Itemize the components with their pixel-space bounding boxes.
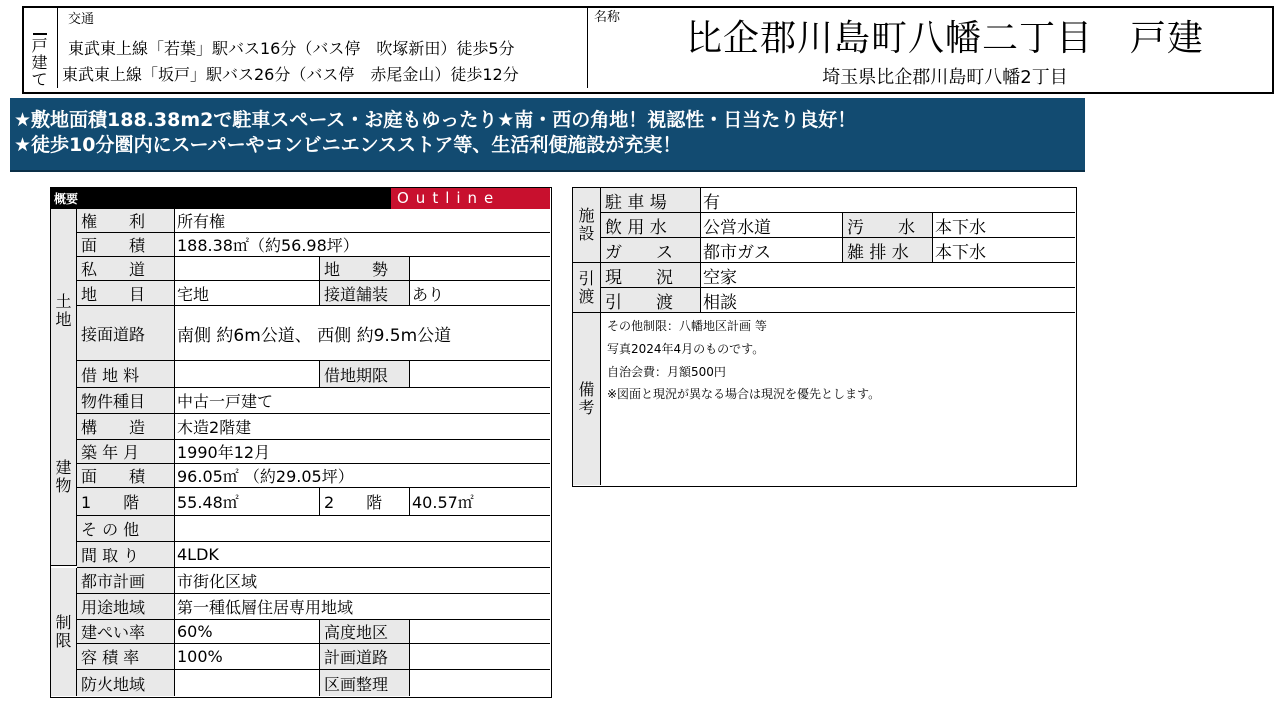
label-layout: 間 取 り [77, 542, 175, 568]
type-char: 建 [31, 53, 48, 72]
group-facility: 施 設 [573, 188, 601, 263]
value-drain: 本下水 [933, 238, 1075, 263]
value-water: 公営水道 [701, 213, 843, 238]
value-readjustment [410, 670, 550, 696]
label-handover: 引 渡 [601, 288, 701, 313]
access-line: 東武東上線「若葉」駅バス16分（バス停 吹塚新田）徒歩5分 [68, 39, 515, 58]
group-building: 建 物 [51, 388, 77, 566]
value-lease-fee [175, 361, 320, 388]
name-label: 名称 [594, 10, 621, 25]
group-transfer: 引 渡 [573, 263, 601, 313]
value-coverage: 60% [175, 620, 320, 644]
label-floor-area: 面 積 [77, 464, 175, 488]
label-water: 飲 用 水 [601, 213, 701, 238]
label-area: 面 積 [77, 233, 175, 257]
label-lease-fee: 借 地 料 [77, 361, 175, 388]
label-right: 権 利 [77, 209, 175, 233]
value-parking: 有 [701, 188, 1075, 213]
value-fire-zone [175, 670, 320, 696]
banner-line: ★敷地面積188.38m2で駐車スペース・お庭もゆったり★南・西の角地！視認性・日当たり良好！ [14, 109, 857, 131]
value-structure: 木造2階建 [175, 414, 550, 440]
label-private-road: 私 道 [77, 257, 175, 281]
label-floor2: 2 階 [320, 488, 410, 516]
label-city-plan: 都市計画 [77, 568, 175, 594]
value-height-district [410, 620, 550, 644]
label-drain: 雑 排 水 [843, 238, 933, 263]
highlight-banner [10, 98, 1085, 172]
value-paving: あり [410, 281, 550, 306]
remark-line: ※図面と現況が異なる場合は現況を優先とします。 [607, 387, 881, 401]
label-built: 築 年 月 [77, 440, 175, 464]
banner-line: ★徒歩10分圏内にスーパーやコンビニエンスストア等、生活利便施設が充実！ [14, 134, 682, 156]
value-right: 所有権 [175, 209, 550, 233]
label-height-district: 高度地区 [320, 620, 410, 644]
label-land-category: 地 目 [77, 281, 175, 306]
group-land: 土 地 [51, 209, 77, 413]
label-terrain: 地 勢 [320, 257, 410, 281]
type-char: 戸 [31, 36, 48, 55]
value-terrain [410, 257, 550, 281]
label-readjustment: 区画整理 [320, 670, 410, 696]
label-coverage: 建ぺい率 [77, 620, 175, 644]
value-private-road [175, 257, 320, 281]
outline-title-en: Outline [391, 188, 550, 209]
outline-header [51, 188, 550, 209]
label-other: そ の 他 [77, 516, 175, 542]
remark-line: 写真2024年4月のものです。 [607, 342, 765, 356]
label-paving: 接道舗装 [320, 281, 410, 306]
value-road: 南側 約6m公道、 西側 約9.5m公道 [175, 306, 550, 361]
label-floor1: 1 階 [77, 488, 175, 516]
label-parking: 駐 車 場 [601, 188, 701, 213]
access-box [58, 6, 588, 88]
access-line: 東武東上線「坂戸」駅バス26分（バス停 赤尾金山）徒歩12分 [62, 65, 519, 84]
value-status: 空家 [701, 263, 1075, 288]
type-char [33, 33, 47, 35]
label-sewage: 汚 水 [843, 213, 933, 238]
value-city-plan: 市街化区域 [175, 568, 550, 594]
outline-table [50, 187, 552, 698]
access-label: 交通 [68, 12, 95, 27]
value-planned-road [410, 644, 550, 670]
label-status: 現 況 [601, 263, 701, 288]
value-layout: 4LDK [175, 542, 550, 568]
type-line-1 [33, 12, 47, 29]
value-sewage: 本下水 [933, 213, 1075, 238]
value-lease-period [410, 361, 550, 388]
value-handover: 相談 [701, 288, 1075, 313]
label-road: 接面道路 [77, 306, 175, 361]
type-char: て [31, 70, 48, 89]
remark-line: 自治会費：月額500円 [607, 365, 726, 379]
value-gas: 都市ガス [701, 238, 843, 263]
value-kind: 中古一戸建て [175, 388, 550, 414]
label-fire-zone: 防火地域 [77, 670, 175, 696]
value-land-category: 宅地 [175, 281, 320, 306]
value-built: 1990年12月 [175, 440, 550, 464]
value-floor-area: 96.05㎡ （約29.05坪） [175, 464, 550, 488]
property-address: 埼玉県比企郡川島町八幡2丁目 [822, 67, 1068, 88]
value-area: 188.38㎡（約56.98坪） [175, 233, 550, 257]
value-far: 100% [175, 644, 320, 670]
value-zoning: 第一種低層住居専用地域 [175, 594, 550, 620]
facilities-table [572, 187, 1077, 487]
group-restriction: 制 限 [51, 568, 77, 696]
value-other [175, 516, 550, 542]
label-kind: 物件種目 [77, 388, 175, 414]
value-floor2: 40.57㎡ [410, 488, 550, 516]
property-title: 比企郡川島町八幡二丁目 戸建 [685, 18, 1204, 59]
group-remarks: 備 考 [573, 313, 601, 485]
label-structure: 構 造 [77, 414, 175, 440]
label-planned-road: 計画道路 [320, 644, 410, 670]
label-lease-period: 借地期限 [320, 361, 410, 388]
value-floor1: 55.48㎡ [175, 488, 320, 516]
outline-title: 概要 [54, 192, 79, 206]
remark-line: その他制限：八幡地区計画 等 [607, 319, 767, 333]
label-zoning: 用途地域 [77, 594, 175, 620]
property-type-box [22, 6, 58, 88]
label-gas: ガ ス [601, 238, 701, 263]
label-far: 容 積 率 [77, 644, 175, 670]
